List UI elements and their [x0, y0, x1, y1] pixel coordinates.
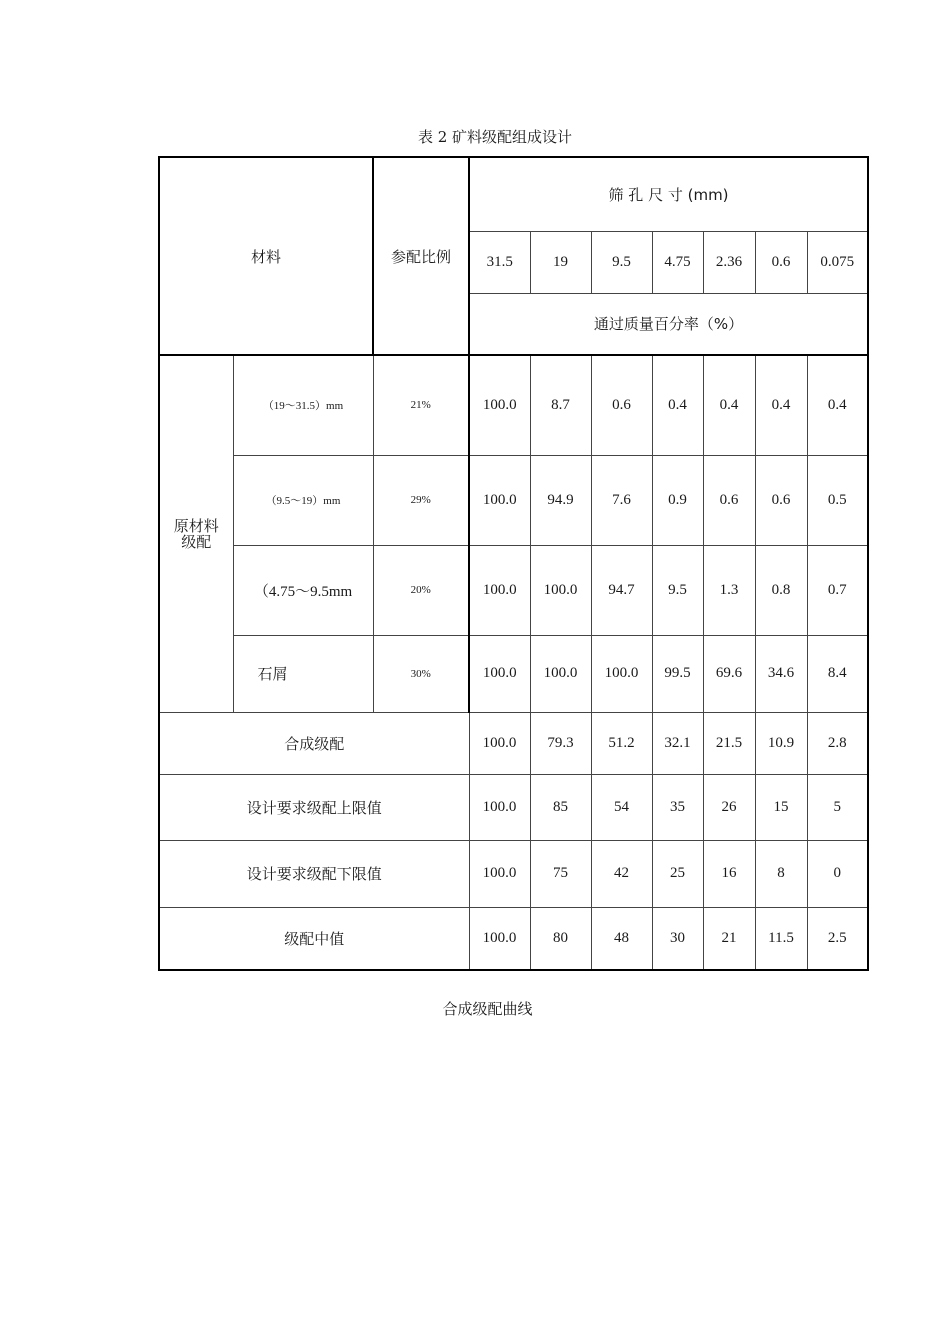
value-cell: 100.0 — [530, 635, 591, 712]
value-cell: 15 — [755, 774, 807, 840]
value-cell: 100.0 — [530, 545, 591, 635]
table-caption: 表 2 矿料级配组成设计 — [417, 128, 573, 146]
value-cell: 0.4 — [652, 355, 703, 455]
value-cell: 100.0 — [469, 455, 530, 545]
value-cell: 100.0 — [469, 840, 530, 907]
value-cell: 0.5 — [807, 455, 868, 545]
summary-name: 合成级配 — [159, 712, 469, 774]
value-cell: 21.5 — [703, 712, 755, 774]
value-cell: 35 — [652, 774, 703, 840]
summary-name: 设计要求级配上限值 — [159, 774, 469, 840]
value-cell: 100.0 — [469, 907, 530, 970]
value-cell: 48 — [591, 907, 652, 970]
value-cell: 100.0 — [469, 774, 530, 840]
value-cell: 0.4 — [703, 355, 755, 455]
value-cell: 85 — [530, 774, 591, 840]
value-cell: 9.5 — [652, 545, 703, 635]
value-cell: 2.8 — [807, 712, 868, 774]
sieve-size-cell: 0.6 — [755, 231, 807, 293]
value-cell: 11.5 — [755, 907, 807, 970]
value-cell: 100.0 — [469, 635, 530, 712]
value-cell: 79.3 — [530, 712, 591, 774]
value-cell: 0.7 — [807, 545, 868, 635]
value-cell: 26 — [703, 774, 755, 840]
table-row — [159, 712, 868, 774]
value-cell: 21 — [703, 907, 755, 970]
table-row — [159, 774, 868, 840]
value-cell: 5 — [807, 774, 868, 840]
header-material: 材料 — [159, 157, 373, 355]
table-row — [159, 355, 868, 455]
value-cell: 0.9 — [652, 455, 703, 545]
value-cell: 100.0 — [591, 635, 652, 712]
header-passing-rate: 通过质量百分率（%） — [469, 293, 868, 355]
raw-group-label-line1: 原材料 — [173, 516, 219, 535]
value-cell: 1.3 — [703, 545, 755, 635]
header-sieve-size: 筛 孔 尺 寸 (mm) — [469, 157, 868, 231]
value-cell: 0.6 — [703, 455, 755, 545]
sieve-size-cell: 31.5 — [469, 231, 530, 293]
sieve-size-cell: 4.75 — [652, 231, 703, 293]
value-cell: 94.9 — [530, 455, 591, 545]
value-cell: 80 — [530, 907, 591, 970]
value-cell: 99.5 — [652, 635, 703, 712]
material-name: （9.5～19）mm — [233, 455, 373, 545]
chart-caption: 合成级配曲线 — [442, 1000, 533, 1018]
header-ratio: 参配比例 — [373, 157, 469, 355]
value-cell: 54 — [591, 774, 652, 840]
gradation-table — [158, 156, 869, 971]
sieve-size-cell: 0.075 — [807, 231, 868, 293]
material-ratio: 29% — [373, 455, 469, 545]
value-cell: 2.5 — [807, 907, 868, 970]
value-cell: 100.0 — [469, 355, 530, 455]
summary-name: 设计要求级配下限值 — [159, 840, 469, 907]
material-name: （4.75～9.5mm — [233, 545, 373, 635]
table-row — [159, 635, 868, 712]
value-cell: 0.4 — [755, 355, 807, 455]
table-row — [159, 545, 868, 635]
raw-group-label — [159, 355, 233, 712]
value-cell: 7.6 — [591, 455, 652, 545]
value-cell: 69.6 — [703, 635, 755, 712]
summary-name: 级配中值 — [159, 907, 469, 970]
value-cell: 100.0 — [469, 545, 530, 635]
value-cell: 94.7 — [591, 545, 652, 635]
value-cell: 8 — [755, 840, 807, 907]
value-cell: 16 — [703, 840, 755, 907]
table-row — [159, 455, 868, 545]
value-cell: 32.1 — [652, 712, 703, 774]
sieve-size-cell: 9.5 — [591, 231, 652, 293]
value-cell: 10.9 — [755, 712, 807, 774]
table-row — [159, 840, 868, 907]
value-cell: 0.8 — [755, 545, 807, 635]
sieve-size-cell: 19 — [530, 231, 591, 293]
value-cell: 51.2 — [591, 712, 652, 774]
raw-group-label-line2: 级配 — [181, 532, 212, 551]
value-cell: 42 — [591, 840, 652, 907]
material-ratio: 21% — [373, 355, 469, 455]
sieve-size-cell: 2.36 — [703, 231, 755, 293]
value-cell: 25 — [652, 840, 703, 907]
value-cell: 75 — [530, 840, 591, 907]
value-cell: 0.4 — [807, 355, 868, 455]
value-cell: 0 — [807, 840, 868, 907]
value-cell: 0.6 — [755, 455, 807, 545]
value-cell: 100.0 — [469, 712, 530, 774]
material-ratio: 30% — [373, 635, 469, 712]
material-name: 石屑 — [233, 635, 373, 712]
value-cell: 8.4 — [807, 635, 868, 712]
material-ratio: 20% — [373, 545, 469, 635]
value-cell: 30 — [652, 907, 703, 970]
material-name: （19～31.5）mm — [233, 355, 373, 455]
value-cell: 8.7 — [530, 355, 591, 455]
value-cell: 34.6 — [755, 635, 807, 712]
table-row — [159, 907, 868, 970]
value-cell: 0.6 — [591, 355, 652, 455]
